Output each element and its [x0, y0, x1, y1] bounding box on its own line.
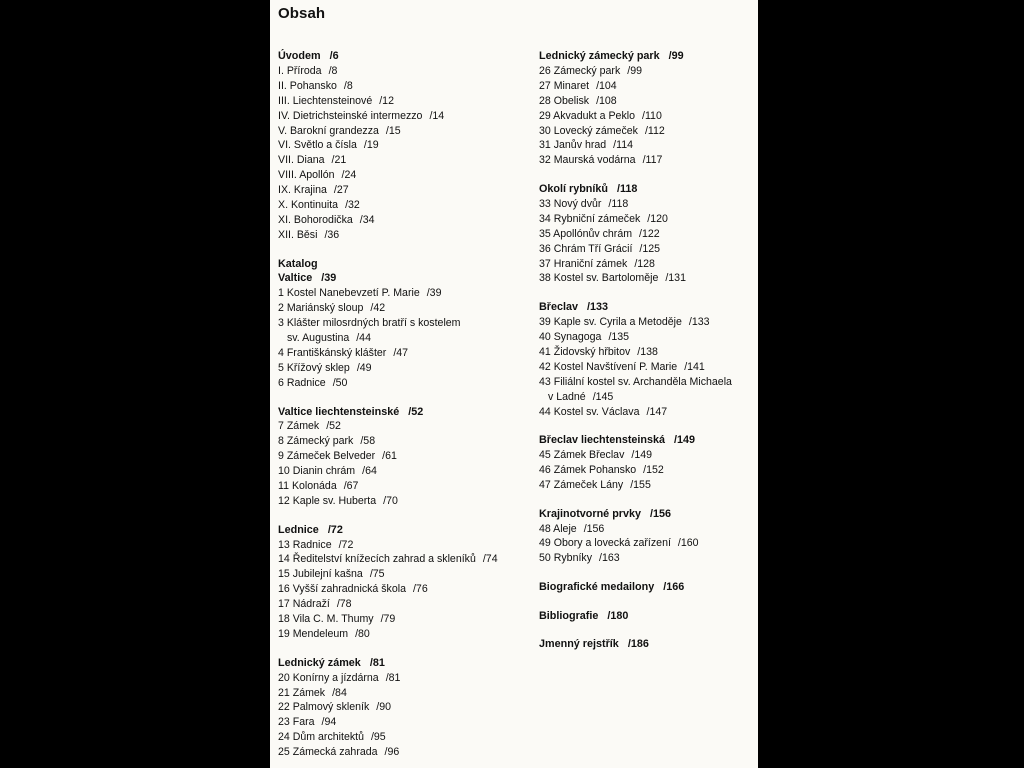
- section-heading: [278, 49, 528, 64]
- entry-page-number: /79: [380, 613, 396, 626]
- entry-text: 38 Kostel sv. Bartoloměje: [539, 272, 659, 285]
- toc-section: [539, 507, 754, 567]
- toc-entry: [278, 228, 528, 243]
- toc-entry: [278, 612, 528, 627]
- toc-entry: [278, 198, 528, 213]
- toc-entry: [539, 227, 754, 242]
- toc-entry: [278, 64, 528, 79]
- entry-text: 12 Kaple sv. Huberta: [278, 494, 377, 507]
- entry-page-number: /94: [321, 716, 337, 729]
- heading-text: Lednice: [278, 523, 319, 536]
- toc-entry: [539, 478, 754, 493]
- toc-section: [539, 609, 754, 624]
- heading-page-number: /52: [408, 405, 424, 418]
- entry-text: 35 Apollónův chrám: [539, 227, 633, 240]
- entry-text: VII. Diana: [278, 154, 325, 167]
- entry-page-number: /21: [331, 154, 347, 167]
- heading-text: Katalog: [278, 257, 318, 270]
- entry-text: IV. Dietrichsteinské intermezzo: [278, 109, 423, 122]
- toc-entry: [539, 448, 754, 463]
- toc-entry: [278, 183, 528, 198]
- toc-entry: [539, 124, 754, 139]
- entry-text: 9 Zámeček Belveder: [278, 450, 376, 463]
- heading-text: Biografické medailony: [539, 581, 655, 594]
- entry-text: 45 Zámek Břeclav: [539, 449, 625, 462]
- section-heading: [539, 300, 754, 315]
- section-heading: [539, 433, 754, 448]
- entry-page-number: /118: [608, 197, 629, 210]
- entry-text: 48 Aleje: [539, 522, 577, 535]
- section-heading: [278, 257, 528, 272]
- entry-page-number: /70: [383, 494, 398, 507]
- entry-page-number: /99: [627, 64, 642, 77]
- toc-entry: [278, 109, 528, 124]
- heading-page-number: /156: [650, 507, 672, 520]
- entry-text: 17 Nádraží: [278, 598, 330, 611]
- entry-page-number: /108: [596, 94, 617, 107]
- entry-text: 36 Chrám Tří Grácií: [539, 242, 633, 255]
- toc-entry: [278, 627, 528, 642]
- toc-entry: [278, 331, 528, 346]
- entry-page-number: /104: [596, 79, 617, 92]
- toc-entry: [278, 479, 528, 494]
- toc-entry: [278, 138, 528, 153]
- entry-text: 46 Zámek Pohansko: [539, 464, 637, 477]
- toc-right-column: [539, 49, 754, 666]
- toc-entry: [539, 153, 754, 168]
- toc-entry: [539, 345, 754, 360]
- toc-section: [278, 523, 528, 642]
- entry-text: 4 Františkánský klášter: [278, 347, 387, 360]
- heading-text: Břeclav liechtensteinská: [539, 434, 666, 447]
- entry-page-number: /50: [332, 376, 348, 389]
- toc-entry: [539, 360, 754, 375]
- entry-page-number: /117: [642, 154, 663, 167]
- heading-page-number: /180: [607, 609, 629, 622]
- heading-page-number: /166: [663, 581, 685, 594]
- heading-page-number: /149: [674, 434, 696, 447]
- toc-entry: [539, 242, 754, 257]
- entry-page-number: /110: [642, 109, 662, 122]
- entry-page-number: /133: [688, 316, 710, 329]
- entry-text: 20 Konírny a jízdárna: [278, 671, 379, 684]
- toc-entry: [278, 567, 528, 582]
- entry-page-number: /24: [341, 169, 357, 182]
- heading-text: Valtice liechtensteinské: [278, 405, 400, 418]
- toc-entry: [278, 79, 528, 94]
- entry-page-number: /64: [362, 465, 377, 478]
- entry-page-number: /44: [356, 332, 371, 345]
- toc-entry: [539, 109, 754, 124]
- toc-entry: [278, 538, 528, 553]
- entry-text: 30 Lovecký zámeček: [539, 124, 638, 137]
- entry-page-number: /128: [634, 257, 655, 270]
- toc-entry: [278, 316, 528, 331]
- entry-text: 6 Radnice: [278, 376, 326, 389]
- entry-page-number: /15: [385, 124, 401, 137]
- toc-entry: [278, 94, 528, 109]
- toc-entry: [539, 463, 754, 478]
- heading-text: Břeclav: [539, 301, 579, 314]
- toc-entry: [278, 715, 528, 730]
- entry-text: 50 Rybníky: [539, 552, 592, 565]
- entry-page-number: /125: [639, 242, 661, 255]
- entry-text: 26 Zámecký park: [539, 64, 621, 77]
- entry-text: 7 Zámek: [278, 420, 320, 433]
- entry-page-number: /27: [333, 184, 349, 197]
- entry-text: 33 Nový dvůr: [539, 197, 602, 210]
- entry-page-number: /149: [631, 449, 652, 462]
- entry-page-number: /8: [328, 64, 338, 77]
- entry-text: 32 Maurská vodárna: [539, 154, 636, 167]
- toc-entry: [278, 745, 528, 760]
- entry-text: X. Kontinuita: [278, 199, 339, 212]
- entry-page-number: /131: [665, 272, 686, 285]
- entry-text: 25 Zámecká zahrada: [278, 746, 378, 759]
- entry-text: V. Barokní grandezza: [278, 124, 379, 137]
- toc-entry: [278, 671, 528, 686]
- section-heading: [278, 656, 528, 671]
- entry-text: 43 Filiální kostel sv. Archanděla Michaela: [539, 375, 732, 388]
- entry-text: 1 Kostel Nanebevzetí P. Marie: [278, 287, 420, 300]
- toc-entry: [278, 286, 528, 301]
- heading-page-number: /99: [668, 50, 684, 62]
- toc-entry: [539, 522, 754, 537]
- section-heading: [539, 507, 754, 522]
- entry-text: 23 Fara: [278, 716, 315, 729]
- toc-entry: [539, 390, 754, 405]
- entry-text: 2 Mariánský sloup: [278, 302, 364, 315]
- toc-entry: [278, 301, 528, 316]
- entry-text: 24 Dům architektů: [278, 731, 364, 744]
- toc-entry: [539, 315, 754, 330]
- entry-text: XI. Bohorodička: [278, 213, 353, 226]
- toc-entry: [278, 376, 528, 391]
- entry-text: 41 Židovský hřbitov: [539, 345, 631, 358]
- entry-text: 40 Synagoga: [539, 331, 602, 343]
- entry-page-number: /78: [336, 598, 352, 611]
- entry-text: 5 Křížový sklep: [278, 361, 350, 374]
- section-heading: [278, 271, 528, 286]
- entry-page-number: /19: [363, 139, 379, 152]
- entry-text: 37 Hraniční zámek: [539, 257, 628, 270]
- toc-entry: [278, 700, 528, 715]
- toc-section: [539, 300, 754, 419]
- entry-page-number: /49: [356, 361, 372, 374]
- toc-entry: [539, 271, 754, 286]
- entry-text: III. Liechtensteinové: [278, 94, 373, 107]
- toc-section: [278, 257, 528, 391]
- entry-page-number: /163: [599, 552, 620, 565]
- entry-text: sv. Augustina: [287, 332, 350, 345]
- entry-text: 10 Dianin chrám: [278, 465, 356, 478]
- entry-text: 18 Vila C. M. Thumy: [278, 613, 374, 626]
- toc-entry: [539, 551, 754, 566]
- heading-page-number: /72: [327, 523, 343, 536]
- entry-page-number: /52: [326, 420, 341, 433]
- entry-page-number: /155: [630, 478, 651, 491]
- toc-entry: [278, 361, 528, 376]
- entry-text: 27 Minaret: [539, 79, 590, 92]
- entry-page-number: /39: [426, 287, 442, 300]
- entry-text: 39 Kaple sv. Cyrila a Metoděje: [539, 316, 682, 329]
- entry-page-number: /84: [332, 686, 347, 699]
- toc-entry: [278, 494, 528, 509]
- entry-text: 15 Jubilejní kašna: [278, 568, 363, 581]
- entry-text: I. Příroda: [278, 64, 322, 77]
- entry-page-number: /122: [639, 227, 660, 240]
- heading-text: Valtice: [278, 272, 313, 285]
- toc-entry: [278, 686, 528, 701]
- entry-text: 21 Zámek: [278, 686, 326, 699]
- toc-entry: [539, 257, 754, 272]
- heading-text: Okolí rybníků: [539, 183, 608, 196]
- toc-entry: [278, 124, 528, 139]
- heading-page-number: /81: [369, 656, 385, 669]
- toc-entry: [539, 138, 754, 153]
- entry-page-number: /12: [379, 94, 394, 107]
- heading-text: Lednický zámecký park: [539, 50, 660, 62]
- heading-text: Jmenný rejstřík: [539, 638, 619, 651]
- section-heading: [539, 609, 754, 624]
- toc-entry: [539, 94, 754, 109]
- entry-page-number: /135: [608, 331, 630, 343]
- toc-section: [539, 637, 754, 652]
- entry-page-number: /145: [592, 390, 614, 403]
- section-heading: [539, 637, 754, 652]
- entry-text: 13 Radnice: [278, 538, 332, 551]
- entry-page-number: /160: [677, 537, 699, 550]
- toc-left-column: [278, 49, 528, 768]
- toc-entry: [278, 449, 528, 464]
- entry-text: VI. Světlo a čísla: [278, 139, 357, 152]
- entry-text: 3 Klášter milosrdných bratří s kostelem: [278, 317, 461, 330]
- toc-section: [539, 49, 754, 168]
- entry-text: 31 Janův hrad: [539, 139, 607, 152]
- entry-page-number: /95: [370, 731, 386, 744]
- entry-text: IX. Krajina: [278, 184, 327, 197]
- toc-section: [539, 182, 754, 286]
- heading-page-number: /118: [617, 183, 638, 196]
- entry-page-number: /74: [482, 553, 498, 566]
- entry-text: XII. Běsi: [278, 228, 318, 241]
- entry-text: VIII. Apollón: [278, 169, 335, 182]
- entry-text: II. Pohansko: [278, 79, 337, 92]
- entry-page-number: /67: [343, 480, 359, 493]
- entry-text: 16 Vyšší zahradnická škola: [278, 583, 406, 596]
- entry-page-number: /36: [324, 228, 340, 241]
- entry-text: 28 Obelisk: [539, 94, 590, 107]
- entry-page-number: /42: [370, 302, 386, 315]
- entry-text: 8 Zámecký park: [278, 435, 354, 448]
- entry-page-number: /138: [637, 345, 658, 358]
- entry-text: 47 Zámeček Lány: [539, 478, 624, 491]
- toc-section: [539, 433, 754, 493]
- heading-text: Bibliografie: [539, 609, 599, 622]
- book-page: [270, 0, 758, 768]
- toc-entry: [539, 536, 754, 551]
- entry-page-number: /114: [613, 139, 633, 152]
- entry-text: 11 Kolonáda: [278, 480, 337, 493]
- entry-page-number: /72: [338, 538, 354, 551]
- section-heading: [539, 580, 754, 595]
- entry-page-number: /112: [644, 124, 665, 137]
- toc-entry: [278, 213, 528, 228]
- entry-text: v Ladné: [548, 390, 586, 403]
- toc-entry: [278, 582, 528, 597]
- toc-entry: [539, 197, 754, 212]
- section-heading: [539, 182, 754, 197]
- entry-text: 49 Obory a lovecká zařízení: [539, 537, 671, 550]
- entry-page-number: /156: [583, 522, 605, 535]
- entry-page-number: /147: [646, 405, 668, 418]
- entry-page-number: /120: [647, 212, 668, 225]
- toc-entry: [539, 375, 754, 390]
- heading-text: Lednický zámek: [278, 656, 361, 669]
- page-title: Obsah: [278, 5, 326, 22]
- heading-page-number: /133: [587, 301, 609, 314]
- entry-page-number: /34: [359, 213, 375, 226]
- entry-text: 22 Palmový skleník: [278, 701, 370, 714]
- toc-entry: [278, 434, 528, 449]
- entry-page-number: /141: [684, 360, 705, 373]
- entry-text: 14 Ředitelství knížecích zahrad a skleníků: [278, 553, 476, 566]
- toc-entry: [278, 168, 528, 183]
- heading-text: Úvodem: [278, 50, 321, 62]
- entry-page-number: /58: [360, 435, 376, 448]
- entry-page-number: /8: [343, 79, 353, 92]
- entry-page-number: /75: [369, 568, 385, 581]
- toc-entry: [278, 346, 528, 361]
- entry-page-number: /152: [643, 464, 664, 477]
- toc-entry: [539, 64, 754, 79]
- section-heading: [278, 523, 528, 538]
- toc-entry: [278, 730, 528, 745]
- section-heading: [539, 49, 754, 64]
- entry-page-number: /47: [393, 347, 409, 360]
- toc-entry: [539, 212, 754, 227]
- heading-page-number: /39: [321, 272, 337, 285]
- heading-page-number: /186: [627, 638, 649, 651]
- section-heading: [278, 405, 528, 420]
- entry-page-number: /76: [412, 583, 428, 596]
- heading-page-number: /6: [329, 50, 339, 62]
- entry-text: 42 Kostel Navštívení P. Marie: [539, 360, 678, 373]
- entry-text: 29 Akvadukt a Peklo: [539, 109, 635, 122]
- entry-page-number: /96: [384, 746, 400, 759]
- toc-entry: [278, 153, 528, 168]
- entry-text: 19 Mendeleum: [278, 628, 349, 641]
- entry-page-number: /32: [345, 199, 360, 212]
- toc-section: [278, 656, 528, 760]
- toc-entry: [278, 597, 528, 612]
- entry-page-number: /14: [429, 109, 445, 122]
- entry-text: 44 Kostel sv. Václava: [539, 405, 640, 418]
- heading-text: Krajinotvorné prvky: [539, 507, 642, 520]
- entry-page-number: /81: [385, 671, 401, 684]
- toc-entry: [278, 419, 528, 434]
- toc-entry: [539, 330, 754, 345]
- toc-entry: [278, 464, 528, 479]
- toc-entry: [278, 552, 528, 567]
- entry-page-number: /61: [382, 450, 397, 463]
- toc-section: [539, 580, 754, 595]
- toc-section: [278, 405, 528, 509]
- entry-page-number: /90: [376, 701, 391, 714]
- toc-entry: [539, 79, 754, 94]
- toc-entry: [539, 405, 754, 420]
- toc-section: [278, 49, 528, 243]
- entry-page-number: /80: [355, 628, 370, 641]
- entry-text: 34 Rybniční zámeček: [539, 212, 641, 225]
